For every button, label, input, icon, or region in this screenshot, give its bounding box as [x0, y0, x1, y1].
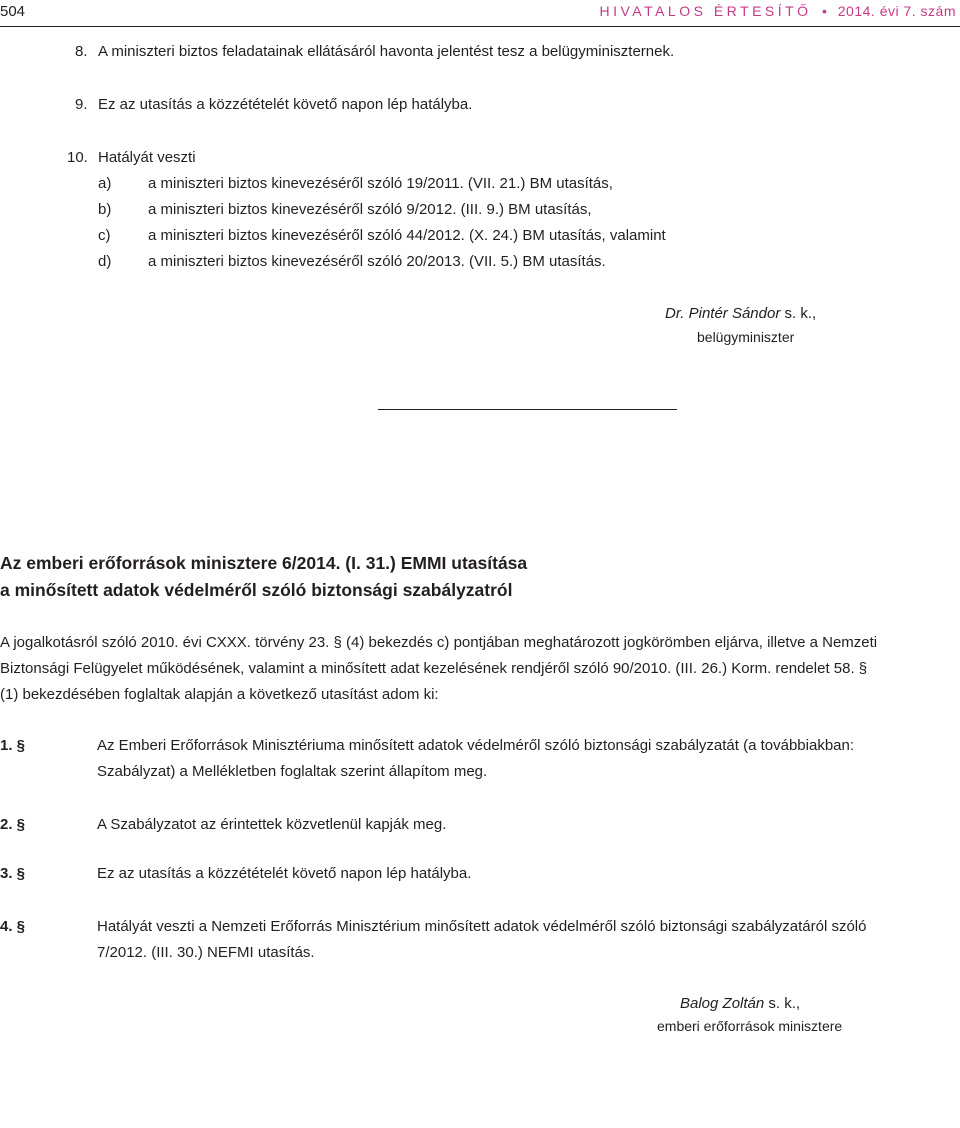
signatory-1-suffix: s. k.,: [780, 305, 817, 322]
item-9-number: 9.: [75, 96, 88, 113]
signature-1: [665, 305, 816, 322]
section-2-line-1: A Szabályzatot az érintettek közvetlenül kapják meg.: [97, 816, 447, 833]
document-title-line-1: Az emberi erőforrások minisztere 6/2014. (I. 31.) EMMI utasítása: [0, 553, 528, 573]
sub-item-a-text: a miniszteri biztos kinevezéséről szóló 19/2011. (VII. 21.) BM utasítás,: [148, 175, 613, 192]
section-4-line-2: 7/2012. (III. 30.) NEFMI utasítás.: [97, 944, 315, 961]
sub-item-d-label: d): [98, 253, 112, 270]
signatory-1-name: Dr. Pintér Sándor: [665, 305, 781, 322]
section-3-number: 3. §: [0, 865, 26, 882]
item-10-number: 10.: [67, 149, 88, 166]
page-number: 504: [0, 3, 26, 20]
preamble-line-3: (1) bekezdésében foglaltak alapján a következő utasítást adom ki:: [0, 686, 439, 703]
section-1-line-1: Az Emberi Erőforrások Minisztériuma minősített adatok védelméről szóló biztonsági szabályzatát (a továbbiakban:: [97, 737, 855, 754]
section-3-line-1: Ez az utasítás a közzétételét követő napon lép hatályba.: [97, 865, 472, 882]
section-4-number: 4. §: [0, 918, 26, 935]
sub-item-c-label: c): [98, 227, 111, 244]
sub-item-b-text: a miniszteri biztos kinevezéséről szóló 9/2012. (III. 9.) BM utasítás,: [148, 201, 592, 218]
sub-item-d-text: a miniszteri biztos kinevezéséről szóló 20/2013. (VII. 5.) BM utasítás.: [148, 253, 606, 270]
signatory-2-suffix: s. k.,: [764, 995, 801, 1012]
separator-rule: [378, 409, 677, 410]
header-rule: [0, 26, 960, 27]
signatory-2-role: emberi erőforrások minisztere: [657, 1018, 843, 1034]
signatory-2-name: Balog Zoltán: [680, 995, 765, 1012]
preamble-line-2: Biztonsági Felügyelet működésének, valamint a minősített adat kezelésének rendjéről szóló 90/2010. (III. 26.) Korm. rendelet 58. §: [0, 660, 868, 677]
section-1-number: 1. §: [0, 737, 26, 754]
section-2-number: 2. §: [0, 816, 26, 833]
sub-item-c-text: a miniszteri biztos kinevezéséről szóló 44/2012. (X. 24.) BM utasítás, valamint: [148, 227, 666, 244]
issue-label: 2014. évi 7. szám: [837, 3, 956, 19]
item-8-text: A miniszteri biztos feladatainak ellátásáról havonta jelentést tesz a belügyminiszternek.: [98, 43, 675, 60]
document-title-line-2: a minősített adatok védelméről szóló biztonsági szabályzatról: [0, 580, 513, 600]
item-8-number: 8.: [75, 43, 88, 60]
preamble-line-1: A jogalkotásról szóló 2010. évi CXXX. törvény 23. § (4) bekezdés c) pontjában meghatározott jogkörömben eljárva, illetve a Nemzeti: [0, 634, 878, 651]
signatory-1-role: belügyminiszter: [697, 329, 795, 345]
running-header: [599, 3, 956, 19]
sub-item-a-label: a): [98, 175, 112, 192]
section-4-line-1: Hatályát veszti a Nemzeti Erőforrás Minisztérium minősített adatok védelméről szóló biztonsági szabályzatáról szóló: [97, 918, 867, 935]
header-bullet: •: [821, 3, 828, 19]
item-9-text: Ez az utasítás a közzétételét követő napon lép hatályba.: [98, 96, 473, 113]
signature-2: [680, 995, 800, 1012]
section-1-line-2: Szabályzat) a Mellékletben foglaltak szerint állapítom meg.: [97, 763, 488, 780]
journal-title: HIVATALOS ÉRTESÍTŐ: [599, 3, 812, 19]
item-10-text: Hatályát veszti: [98, 149, 196, 166]
sub-item-b-label: b): [98, 201, 112, 218]
